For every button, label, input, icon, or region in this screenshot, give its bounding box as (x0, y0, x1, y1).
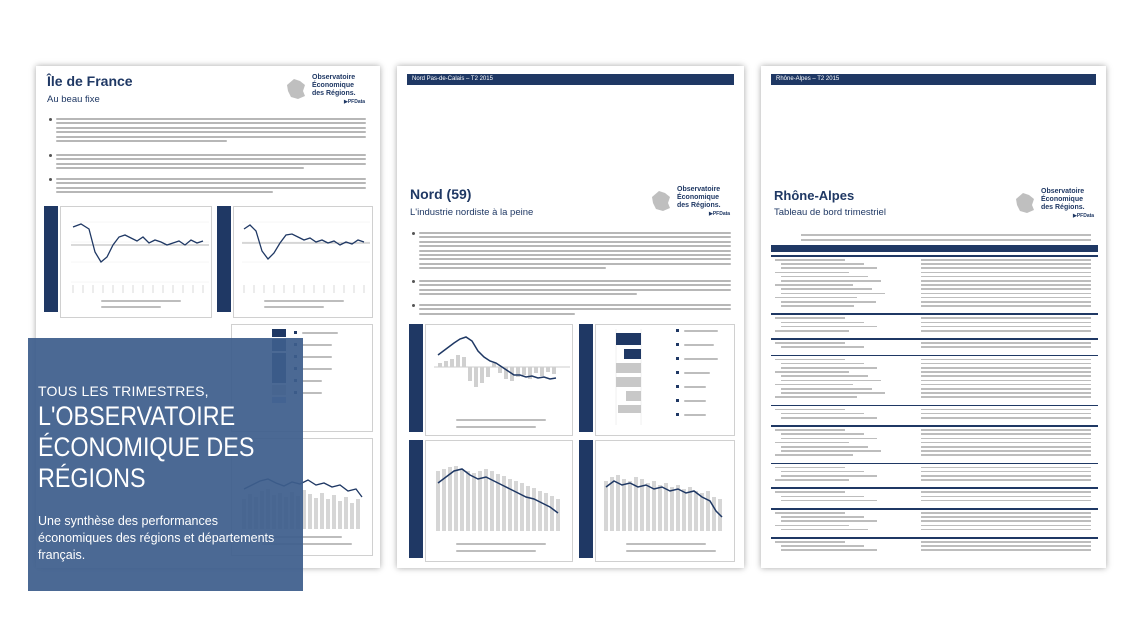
chart-side-label (217, 206, 231, 312)
text-paragraph (56, 118, 366, 144)
table-row (781, 450, 881, 452)
table-row (921, 409, 1091, 411)
chart-panel (425, 324, 573, 436)
table-row (921, 330, 1091, 332)
line-chart (61, 207, 213, 319)
table-row (921, 276, 1091, 278)
table-row (781, 280, 881, 282)
logo-text: Observatoire (677, 186, 721, 193)
table-row (781, 433, 864, 435)
table-row (775, 317, 845, 319)
overlay-description: Une synthèse des performances économiques des régions et départements français. (38, 514, 275, 562)
table-section-rule (771, 537, 1098, 539)
indicator-table (771, 234, 1098, 564)
table-row (775, 371, 849, 373)
table-row (921, 446, 1091, 448)
logo-text: Observatoire (1041, 188, 1085, 195)
table-row (921, 500, 1091, 502)
table-row (921, 346, 1091, 348)
text-paragraph (419, 304, 731, 317)
table-row (781, 549, 877, 551)
table-row (921, 516, 1091, 518)
table-row (921, 371, 1091, 373)
table-row (781, 367, 877, 369)
logo-text: Économique (677, 194, 720, 201)
table-header-row (771, 245, 1098, 252)
table-row (921, 442, 1091, 444)
doc-subtitle: Au beau fixe (47, 94, 100, 105)
chart-panel (595, 324, 735, 436)
table-row (781, 263, 864, 265)
chart-panel (425, 440, 573, 562)
logo-text: Observatoire (312, 74, 356, 81)
table-row (921, 429, 1091, 431)
table-row (781, 322, 864, 324)
table-row (921, 384, 1091, 386)
observatoire-logo (1015, 188, 1105, 224)
overlay-kicker: TOUS LES TRIMESTRES, (38, 383, 209, 399)
doc-header-bar: Rhône-Alpes – T2 2015 (771, 74, 1096, 85)
table-row (921, 367, 1091, 369)
table-row (921, 267, 1091, 269)
table-row (781, 301, 876, 303)
table-row (781, 380, 881, 382)
table-row (921, 301, 1091, 303)
logo-brand: ▶PFData (709, 211, 731, 217)
table-row (801, 239, 1091, 241)
table-row (781, 471, 864, 473)
table-row (921, 433, 1091, 435)
table-section-rule (771, 463, 1098, 465)
table-row (921, 520, 1091, 522)
logo-text: des Régions. (1041, 204, 1085, 211)
france-map-icon (651, 190, 673, 212)
table-row (921, 475, 1091, 477)
table-section-rule (771, 338, 1098, 340)
overlay-headline (38, 401, 267, 494)
overlay-headline-line: L'OBSERVATOIRE (38, 401, 236, 431)
table-row (775, 512, 845, 514)
table-row (921, 263, 1091, 265)
table-row (921, 305, 1091, 307)
chart-side-label (409, 324, 423, 432)
table-row (781, 276, 868, 278)
table-row (775, 284, 853, 286)
table-row (921, 541, 1091, 543)
table-row (781, 496, 864, 498)
chart-panel (60, 206, 212, 318)
table-row (921, 413, 1091, 415)
table-row (921, 342, 1091, 344)
table-row (801, 234, 1091, 236)
table-row (781, 446, 868, 448)
table-row (775, 454, 853, 456)
doc-subtitle: L'industrie nordiste à la peine (410, 207, 534, 218)
table-section-rule (771, 255, 1098, 257)
table-row (781, 288, 872, 290)
table-row (781, 545, 864, 547)
table-row (781, 363, 864, 365)
text-paragraph (56, 178, 366, 196)
report-page-nord (397, 66, 744, 568)
chart-panel (233, 206, 373, 318)
table-row (921, 525, 1091, 527)
promo-overlay-panel (28, 338, 303, 591)
doc-subtitle: Tableau de bord trimestriel (774, 207, 886, 218)
chart-side-label (409, 440, 423, 558)
bar-chart (596, 325, 736, 437)
table-section-rule (771, 355, 1098, 357)
table-row (775, 259, 845, 261)
table-row (781, 305, 854, 307)
table-row (921, 392, 1091, 394)
table-row (781, 326, 877, 328)
table-row (921, 471, 1091, 473)
table-row (781, 413, 864, 415)
table-row (781, 520, 877, 522)
table-row (775, 409, 845, 411)
table-row (775, 359, 845, 361)
table-section-rule (771, 487, 1098, 489)
table-row (781, 417, 877, 419)
chart-side-label (44, 206, 58, 312)
chart-side-label (579, 440, 593, 558)
table-row (921, 454, 1091, 456)
table-row (775, 330, 849, 332)
table-row (921, 259, 1091, 261)
table-row (921, 317, 1091, 319)
observatoire-logo (651, 186, 741, 222)
table-row (921, 396, 1091, 398)
logo-text: des Régions. (677, 202, 721, 209)
table-row (921, 491, 1091, 493)
text-paragraph (56, 154, 366, 172)
table-row (775, 272, 849, 274)
table-row (775, 297, 857, 299)
overlay-headline-line: ÉCONOMIQUE DES (38, 432, 255, 462)
table-row (921, 450, 1091, 452)
doc-header-bar: Nord Pas-de-Calais – T2 2015 (407, 74, 734, 85)
table-row (921, 529, 1091, 531)
chart-panel (595, 440, 735, 562)
table-section-rule (771, 313, 1098, 315)
table-row (781, 500, 877, 502)
table-row (775, 429, 845, 431)
logo-text: Économique (312, 82, 355, 89)
table-section-rule (771, 405, 1098, 407)
table-row (775, 525, 849, 527)
observatoire-logo (286, 74, 376, 110)
table-row (921, 479, 1091, 481)
table-row (781, 267, 877, 269)
table-row (781, 388, 872, 390)
doc-title: Rhône-Alpes (774, 188, 855, 203)
table-row (921, 438, 1091, 440)
table-row (921, 297, 1091, 299)
table-row (921, 512, 1091, 514)
doc-title: Île de France (47, 73, 133, 89)
table-row (775, 396, 857, 398)
table-row (921, 359, 1091, 361)
table-row (781, 438, 877, 440)
logo-text: des Régions. (312, 90, 356, 97)
table-row (921, 326, 1091, 328)
combo-chart (426, 441, 574, 563)
text-paragraph (419, 280, 731, 298)
overlay-headline-line: RÉGIONS (38, 463, 146, 493)
table-row (921, 293, 1091, 295)
table-row (921, 496, 1091, 498)
table-row (781, 293, 885, 295)
combo-chart (596, 441, 736, 563)
logo-text: Économique (1041, 196, 1084, 203)
table-row (775, 384, 853, 386)
table-row (781, 475, 877, 477)
table-row (781, 392, 885, 394)
table-row (775, 491, 845, 493)
table-row (775, 541, 845, 543)
table-row (781, 516, 864, 518)
table-row (781, 529, 868, 531)
france-map-icon (286, 78, 308, 100)
line-chart (234, 207, 374, 319)
text-paragraph (419, 232, 731, 272)
logo-brand: ▶PFData (1073, 213, 1095, 219)
table-row (775, 442, 849, 444)
doc-title: Nord (59) (410, 186, 472, 202)
table-row (921, 363, 1091, 365)
table-row (921, 549, 1091, 551)
table-row (781, 346, 864, 348)
table-row (921, 417, 1091, 419)
table-row (775, 479, 849, 481)
table-row (921, 322, 1091, 324)
table-section-rule (771, 508, 1098, 510)
table-row (781, 375, 868, 377)
table-row (921, 388, 1091, 390)
table-row (921, 280, 1091, 282)
table-row (775, 342, 845, 344)
chart-side-label (579, 324, 593, 432)
table-row (921, 272, 1091, 274)
france-map-icon (1015, 192, 1037, 214)
logo-brand: ▶PFData (344, 99, 366, 105)
table-row (775, 467, 845, 469)
table-row (921, 380, 1091, 382)
table-row (921, 284, 1091, 286)
report-page-rhone-alpes (761, 66, 1106, 568)
table-section-rule (771, 425, 1098, 427)
table-row (921, 545, 1091, 547)
table-row (921, 375, 1091, 377)
table-row (921, 467, 1091, 469)
table-row (921, 288, 1091, 290)
